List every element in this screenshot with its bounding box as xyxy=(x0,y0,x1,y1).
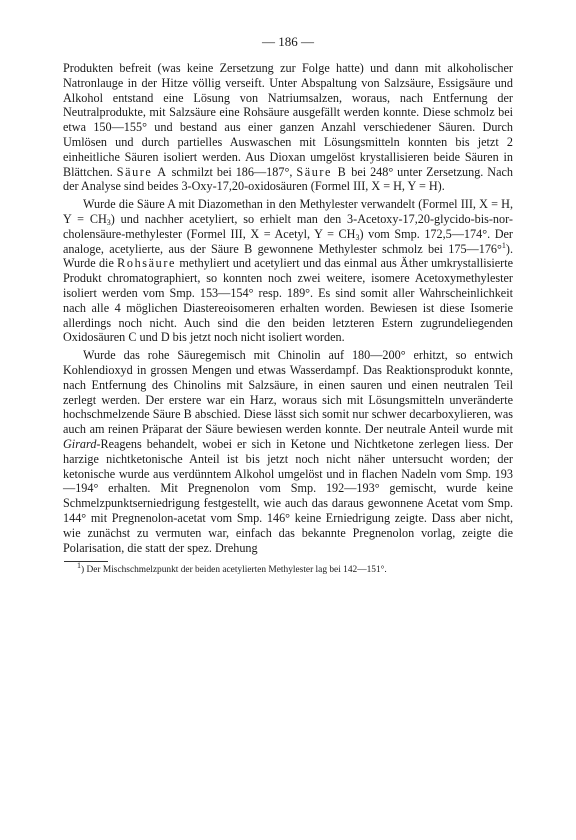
subscript: 3 xyxy=(355,232,360,242)
paragraph-1-text-e: bei 248° unter Zersetzung. Nach der Analyse sind beides 3-Oxy-17,20-oxidosäuren (Formel III, X = H, Y = H). xyxy=(63,164,513,194)
paragraph-2-text-a: Wurde die Säure A mit Diazomethan in den Methylester verwandelt (Formel III, X = H, Y = CH xyxy=(63,197,513,226)
footnote-marker: 1 xyxy=(77,561,81,571)
paragraph-2 xyxy=(63,197,513,345)
paragraph-3 xyxy=(63,348,513,555)
footnote-reference[interactable]: 1 xyxy=(501,240,506,250)
footnote xyxy=(63,561,513,576)
girard-name: Girard xyxy=(63,436,97,451)
footnote-divider xyxy=(64,561,108,562)
acid-a-label: Säure A xyxy=(116,164,168,179)
page xyxy=(63,34,513,576)
paragraph-1 xyxy=(63,61,513,194)
subscript: 3 xyxy=(106,217,111,227)
page-number: — 186 — xyxy=(262,34,314,49)
paragraph-3-text-a: Wurde das rohe Säuregemisch mit Chinolin auf 180—200° erhitzt, so entwich Kohlendioxyd in grossen Mengen und etwas Wasserdampf. Das Reaktionsprodukt konnte, nach Entfernung des Chinolins mit Salzsäure, in einen sauren und einen neutralen Teil zerlegt werden. Der erstere war ein Harz, woraus sich mit Lösungsmitteln unveränderte hochschmelzende Säure B abschied. Diese lässt sich somit nur schwer decarboxylieren, was auch am reinen Präparat der Säure bewiesen werden konnte. Der neutrale Anteil wurde mit xyxy=(63,348,513,437)
paragraph-2-text-b: ) und nachher acetyliert, so erhielt man den 3-Acetoxy-17,20-glycido-bis-nor-cholensäure-methylester (Formel III, X = Acetyl, Y = CH xyxy=(63,211,513,241)
paragraph-2-text-c: ) vom Smp. 172,5—174°. Der analoge, acetylierte, aus der Säure B gewonnene Methylester schmolz bei 175—176° xyxy=(63,226,513,256)
paragraph-1-text-a: Produkten befreit (was keine Zersetzung zur Folge hatte) und dann mit alkoholischer Natronlauge in der Hitze völlig verseift. Unter Abspaltung von Salzsäure, Essigsäure und Alkohol entstand eine Lösung von Natriumsalzen, woraus, nach Entfernung der Neutralprodukte, mit Salzsäure eine Rohsäure ausgefällt werden konnte. Diese schmolz bei etwa 150—155° und bestand aus einer ganzen Anzahl verschiedener Säuren. Durch Umlösen und durch partielles Auswaschen mit Lösungsmitteln konnten bis jetzt 2 einheitliche Säuren isoliert werden. Aus Dioxan umgelöst krystallisieren beide Säuren in Blättchen. xyxy=(63,61,513,179)
paragraph-2-text-d: ). Wurde die xyxy=(63,241,513,271)
paragraph-1-text-c: schmilzt bei 186—187°, xyxy=(171,164,293,179)
paragraph-3-text-c: -Reagens behandelt, wobei er sich in Ketone und Nichtketone zerlegen liess. Der harzige nichtketonische Anteil ist bis jetzt noch nicht näher untersucht worden; der ketonische wurde aus verdünntem Alkohol umgelöst und in flachen Nadeln vom Smp. 193—194° erhalten. Mit Pregnenolon vom Smp. 192—193° gemischt, wurde keine Schmelzpunktserniedrigung festgestellt, wie auch das daraus gewonnene Acetat vom Smp. 144° mit Pregnenolon-acetat vom Smp. 146° keine Erniedrigung zeigte. Dass aber nicht, wie zunächst zu vermuten war, einfach das bekannte Pregnenolon vorlag, zeigte die Polarisation, die statt der spez. Drehung xyxy=(63,436,513,555)
raw-acid-label: Rohsäure xyxy=(117,256,177,271)
acid-b-label: Säure B xyxy=(296,164,348,179)
paragraph-2-text-f: methyliert und acetyliert und das einmal aus Äther umkrystallisierte Produkt chromatographiert, so konnten noch zwei weitere, isomere Acetoxymethylester isoliert werden vom Smp. 153—154° resp. 189°. Es sind somit aller Wahrscheinlichkeit nach alle 4 möglichen Diastereoisomeren erhalten worden. Bewiesen ist diese Isomerie allerdings noch nicht. Auch sind die den beiden letzteren Estern zugrundeliegenden Oxidosäuren C und D bis jetzt noch nicht isoliert worden. xyxy=(63,256,514,345)
footnote-text: ) Der Mischschmelzpunkt der beiden acetylierten Methylester lag bei 142—151°. xyxy=(81,565,387,576)
